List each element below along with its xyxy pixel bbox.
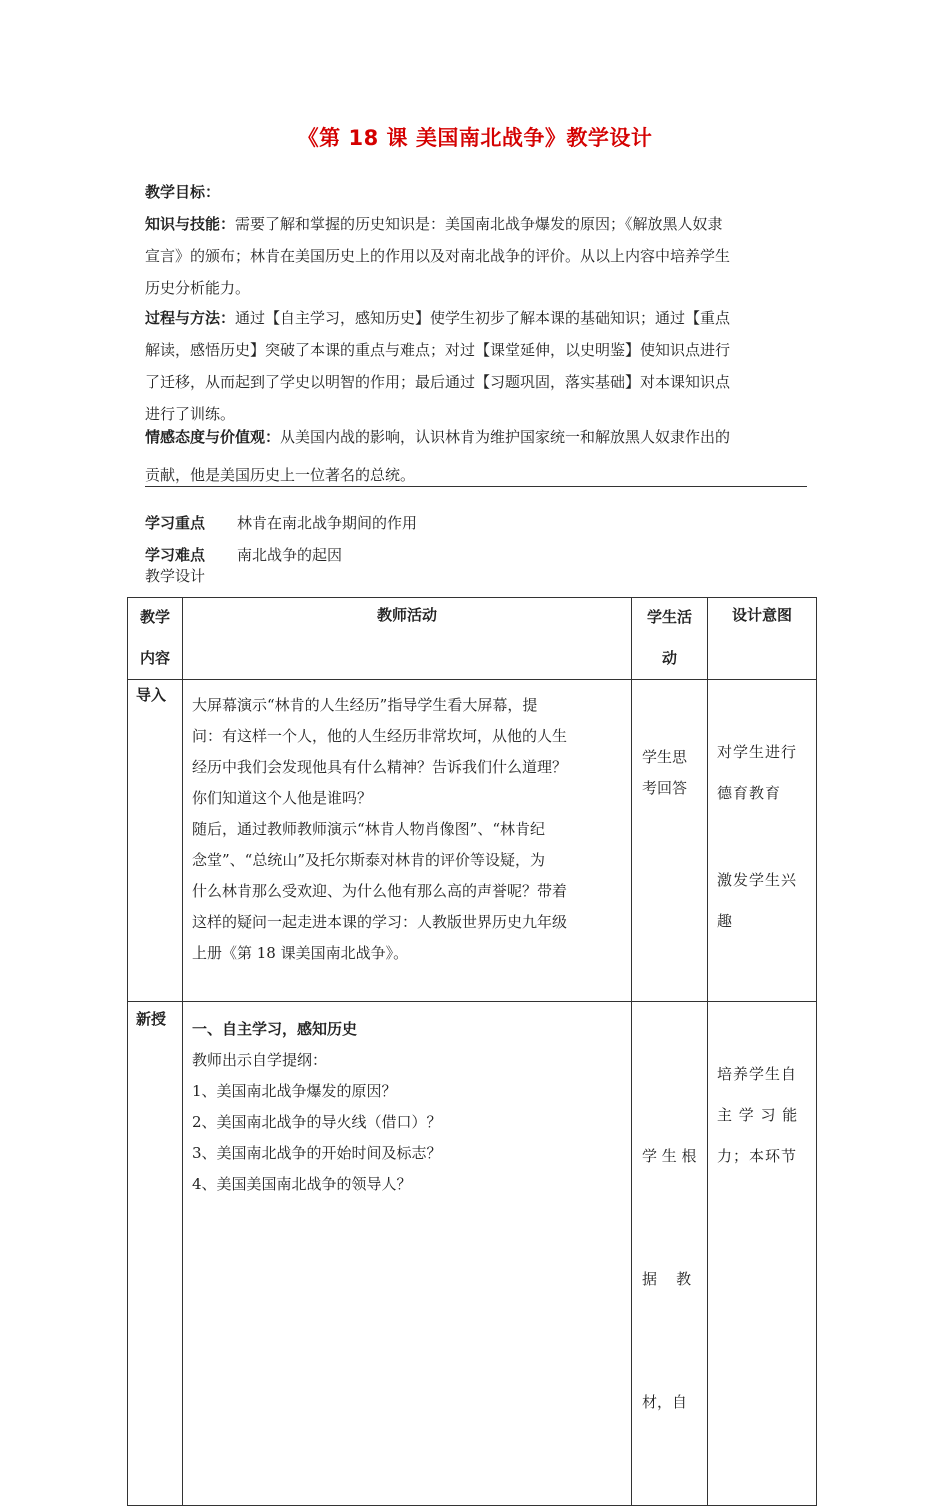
student-line: 材，自 xyxy=(642,1393,688,1411)
student-line: 据 教 xyxy=(642,1270,692,1288)
header-intent-cell xyxy=(708,598,817,680)
header-content-cell xyxy=(128,598,183,680)
emotion-label: 情感态度与价值观： xyxy=(145,428,281,446)
process-line: 了迁移，从而起到了学史以明智的作用；最后通过【习题巩固，落实基础】对本课知识点 xyxy=(145,373,731,391)
intent-cell xyxy=(708,1002,817,1506)
key-point xyxy=(145,512,417,533)
row-content-label: 导入 xyxy=(136,686,167,704)
student-line: 学 生 根 xyxy=(642,1147,697,1165)
student-line: 学生思 xyxy=(642,748,688,766)
teacher-line: 这样的疑问一起走进本课的学习：人教版世界历史九年级 xyxy=(192,913,568,931)
process-paragraph xyxy=(145,302,807,430)
header-teacher: 教师活动 xyxy=(376,606,437,624)
objectives-heading xyxy=(145,176,807,208)
difficulty xyxy=(145,544,342,565)
student-cell xyxy=(632,1002,708,1506)
intent-line: 对学生进行 xyxy=(717,743,798,761)
teacher-line: 上册《第 18 课美国南北战争》。 xyxy=(192,944,409,962)
teacher-cell xyxy=(183,680,632,1002)
process-line: 进行了训练。 xyxy=(145,405,236,423)
knowledge-line: 宣言》的颁布；林肯在美国历史上的作用以及对南北战争的评价。从以上内容中培养学生 xyxy=(145,247,731,265)
design-label: 教学设计 xyxy=(145,567,206,585)
content-cell xyxy=(128,1002,183,1506)
teacher-line: 3、美国南北战争的开始时间及标志？ xyxy=(192,1144,442,1162)
section-title: 一、自主学习，感知历史 xyxy=(192,1020,358,1038)
objectives-heading-label: 教学目标： xyxy=(145,183,221,201)
teacher-cell xyxy=(183,1002,632,1506)
teacher-line: 问：有这样一个人，他的人生经历非常坎坷，从他的人生 xyxy=(192,727,568,745)
emotion-paragraph xyxy=(145,418,807,494)
teacher-line: 什么林肯那么受欢迎、为什么他有那么高的声誉呢？带着 xyxy=(192,882,568,900)
process-line: 通过【自主学习，感知历史】使学生初步了解本课的基础知识；通过【重点 xyxy=(235,309,731,327)
knowledge-line: 历史分析能力。 xyxy=(145,279,251,297)
page-title: 《第 18 课 美国南北战争》教学设计 xyxy=(297,126,653,150)
teacher-line: 你们知道这个人他是谁吗？ xyxy=(192,789,373,807)
knowledge-paragraph xyxy=(145,208,807,304)
teacher-line: 教师出示自学提纲： xyxy=(192,1051,328,1069)
intent-line: 趣 xyxy=(717,912,734,930)
row-content-label: 新授 xyxy=(136,1010,167,1028)
header-intent: 设计意图 xyxy=(731,606,792,624)
design-table xyxy=(127,597,817,1506)
content-cell xyxy=(128,680,183,1002)
intent-line: 激发学生兴 xyxy=(717,871,798,889)
table-row xyxy=(128,1002,817,1506)
intent-line: 德育教育 xyxy=(717,784,782,802)
header-student-line: 学生活 xyxy=(646,608,692,626)
difficulty-value: 南北战争的起因 xyxy=(237,546,343,564)
table-header-row xyxy=(128,598,817,680)
intent-line: 力；本环节 xyxy=(717,1147,798,1165)
teacher-line: 经历中我们会发现他具有什么精神？告诉我们什么道理？ xyxy=(192,758,568,776)
intent-spacer xyxy=(717,837,816,860)
teacher-line: 4、美国美国南北战争的领导人？ xyxy=(192,1175,412,1193)
intent-spacer xyxy=(717,814,816,837)
header-content-line: 内容 xyxy=(139,649,170,667)
student-line: 考回答 xyxy=(642,779,688,797)
emotion-line: 贡献，他是美国历史上一位著名的总统。 xyxy=(145,466,416,484)
student-cell xyxy=(632,680,708,1002)
knowledge-label: 知识与技能： xyxy=(145,215,236,233)
teacher-line: 念堂”、“总统山”及托尔斯泰对林肯的评价等设疑，为 xyxy=(192,851,546,869)
process-label: 过程与方法： xyxy=(145,309,236,327)
emotion-line: 从美国内战的影响，认识林肯为维护国家统一和解放黑人奴隶作出的 xyxy=(280,428,731,446)
header-student-cell xyxy=(632,598,708,680)
header-content-line: 教学 xyxy=(139,608,170,626)
teacher-line: 1、美国南北战争爆发的原因？ xyxy=(192,1082,397,1100)
header-student-line: 动 xyxy=(661,649,677,667)
table-row xyxy=(128,680,817,1002)
intent-line: 主 学 习 能 xyxy=(717,1106,799,1124)
divider xyxy=(145,486,807,487)
key-point-value: 林肯在南北战争期间的作用 xyxy=(237,514,418,532)
header-teacher-cell xyxy=(183,598,632,680)
intent-cell xyxy=(708,680,817,1002)
difficulty-label: 学习难点 xyxy=(145,546,206,564)
intent-line: 培养学生自 xyxy=(717,1065,798,1083)
process-line: 解读，感悟历史】突破了本课的重点与难点；对过【课堂延伸，以史明鉴】使知识点进行 xyxy=(145,341,731,359)
key-point-label: 学习重点 xyxy=(145,514,206,532)
teacher-line: 大屏幕演示“林肯的人生经历”指导学生看大屏幕，提 xyxy=(192,696,538,714)
teacher-line: 2、美国南北战争的导火线（借口）？ xyxy=(192,1113,442,1131)
knowledge-line: 需要了解和掌握的历史知识是：美国南北战争爆发的原因；《解放黑人奴隶 xyxy=(235,215,723,233)
teacher-line: 随后，通过教师教师演示“林肯人物肖像图”、“林肯纪 xyxy=(192,820,546,838)
